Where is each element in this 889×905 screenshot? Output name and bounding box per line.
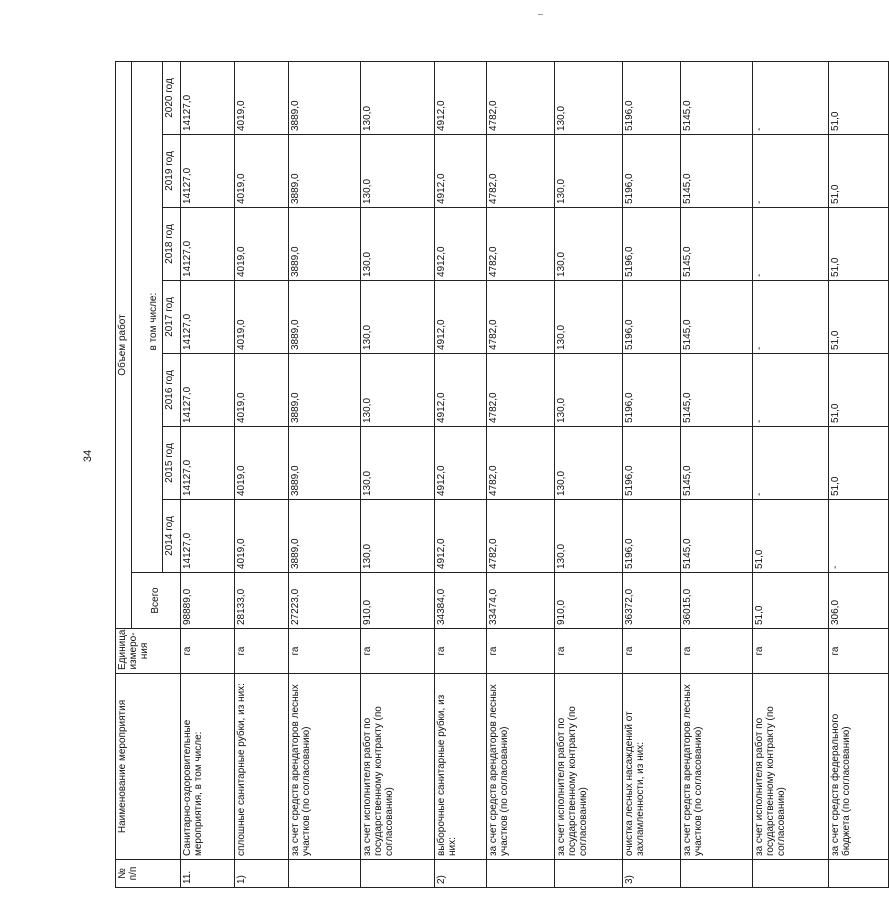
rotated-table-container [115,62,853,888]
row-number [555,860,623,888]
row-year-value: 51,0 [829,208,889,281]
row-name: за счет средств федерального бюджета (по согласованию) [829,674,889,860]
row-unit: га [361,629,435,674]
header-incl: в том числе: [147,61,163,353]
row-unit: га [555,629,623,674]
row-year-value: 3889,0 [289,281,361,354]
header-year: 2019 год [163,135,181,208]
row-unit: га [829,629,889,674]
row-year-value: 4019,0 [235,208,289,281]
row-year-value: 14127,0 [181,281,235,354]
row-year-value: 4912,0 [435,427,487,500]
row-year-value: 4912,0 [435,281,487,354]
row-number [361,860,435,888]
row-name: за счет средств арендаторов лесных участков (по согласованию) [487,674,555,860]
header-volume: Объем работ [116,61,132,628]
row-year-value: - [753,208,829,281]
row-year-value: - [753,354,829,427]
row-year-value: 130,0 [555,135,623,208]
row-year-value: 3889,0 [289,135,361,208]
row-name: очистка лесных насаждений от захламленности, из них: [623,674,681,860]
row-year-value: 5196,0 [623,61,681,134]
table-row [361,61,435,887]
row-total: 28133,0 [235,573,289,629]
row-year-value: 5196,0 [623,281,681,354]
header-year: 2020 год [163,61,181,134]
scan-mark [538,14,543,15]
row-year-value: 51,0 [829,427,889,500]
row-year-value: 3889,0 [289,354,361,427]
row-year-value: 4019,0 [235,500,289,573]
row-year-value: 14127,0 [181,354,235,427]
table-row [235,61,289,887]
row-year-value: 14127,0 [181,208,235,281]
table-row [555,61,623,887]
row-year-value: 4019,0 [235,61,289,134]
row-year-value: 130,0 [555,427,623,500]
row-year-value: 5145,0 [681,281,753,354]
table-row [829,61,889,887]
header-blank [147,354,163,573]
header-name: Наименование мероприятия [116,674,181,860]
row-year-value: 3889,0 [289,61,361,134]
table-row [435,61,487,887]
row-year-value: 4019,0 [235,135,289,208]
row-year-value: 5145,0 [681,500,753,573]
header-unit: Единица измеро-ния [116,629,181,674]
row-number [681,860,753,888]
row-year-value: 51,0 [829,61,889,134]
row-name: за счет средств арендаторов лесных участков (по согласованию) [681,674,753,860]
row-total: 36372,0 [623,573,681,629]
row-number [829,860,889,888]
row-year-value: 4912,0 [435,208,487,281]
row-year-value: 130,0 [361,208,435,281]
row-name: за счет исполнителя работ по государственному контракту (по согласованию) [361,674,435,860]
row-year-value: 14127,0 [181,61,235,134]
row-year-value: 5196,0 [623,427,681,500]
row-year-value: 4782,0 [487,208,555,281]
row-year-value: 3889,0 [289,208,361,281]
row-year-value: 4782,0 [487,500,555,573]
row-year-value: 3889,0 [289,500,361,573]
row-year-value: 4782,0 [487,354,555,427]
row-total: 33474,0 [487,573,555,629]
row-year-value: - [753,427,829,500]
row-total: 34384,0 [435,573,487,629]
row-year-value: 14127,0 [181,500,235,573]
row-year-value: 130,0 [555,61,623,134]
row-year-value: 130,0 [361,135,435,208]
row-year-value: 4912,0 [435,61,487,134]
row-year-value: 51,0 [829,281,889,354]
table-row [487,61,555,887]
header-year: 2016 год [163,354,181,427]
row-total: 98889,0 [181,573,235,629]
row-total: 910,0 [361,573,435,629]
row-number [753,860,829,888]
row-year-value: 5145,0 [681,427,753,500]
row-number: 2) [435,860,487,888]
row-number: 3) [623,860,681,888]
row-year-value: 4019,0 [235,281,289,354]
row-year-value: - [753,281,829,354]
row-year-value: 51,0 [753,500,829,573]
row-year-value: 3889,0 [289,427,361,500]
row-unit: га [487,629,555,674]
row-name: за счет исполнителя работ по государственному контракту (по согласованию) [753,674,829,860]
header-year: 2014 год [163,500,181,573]
row-year-value: - [753,61,829,134]
row-year-value: 4019,0 [235,354,289,427]
row-year-value: - [753,135,829,208]
row-year-value: 5145,0 [681,61,753,134]
activities-table [115,61,889,888]
header-year: 2018 год [163,208,181,281]
row-year-value: 14127,0 [181,135,235,208]
row-year-value: - [829,500,889,573]
header-total: Всего [132,573,181,629]
row-unit: га [181,629,235,674]
header-year: 2015 год [163,427,181,500]
row-year-value: 5196,0 [623,135,681,208]
row-year-value: 4782,0 [487,281,555,354]
row-unit: га [289,629,361,674]
row-year-value: 4912,0 [435,500,487,573]
row-unit: га [435,629,487,674]
table-body [181,61,889,887]
row-year-value: 5196,0 [623,354,681,427]
row-unit: га [753,629,829,674]
row-unit: га [235,629,289,674]
header-blank [132,61,148,572]
row-name: Санитарно-оздоровительные мероприятия, в том числе: [181,674,235,860]
row-year-value: 5196,0 [623,500,681,573]
row-year-value: 4782,0 [487,135,555,208]
header-no: № п/п [116,860,181,888]
row-unit: га [681,629,753,674]
row-year-value: 5145,0 [681,208,753,281]
row-year-value: 4912,0 [435,354,487,427]
row-year-value: 4912,0 [435,135,487,208]
row-number: 1) [235,860,289,888]
row-total: 27223,0 [289,573,361,629]
row-year-value: 130,0 [361,281,435,354]
row-year-value: 51,0 [829,135,889,208]
row-year-value: 130,0 [361,427,435,500]
row-year-value: 130,0 [361,61,435,134]
row-year-value: 130,0 [361,354,435,427]
row-year-value: 14127,0 [181,427,235,500]
table-row [289,61,361,887]
row-year-value: 130,0 [361,500,435,573]
row-number [289,860,361,888]
page-number: 34 [82,449,94,463]
row-year-value: 5145,0 [681,354,753,427]
row-year-value: 130,0 [555,208,623,281]
header-year: 2017 год [163,281,181,354]
row-year-value: 4782,0 [487,61,555,134]
row-total: 306,0 [829,573,889,629]
row-total: 910,0 [555,573,623,629]
row-unit: га [623,629,681,674]
row-year-value: 5145,0 [681,135,753,208]
row-year-value: 130,0 [555,500,623,573]
row-number: 11. [181,860,235,888]
table-row [623,61,681,887]
row-name: сплошные санитарные рубки, из них: [235,674,289,860]
row-year-value: 130,0 [555,281,623,354]
row-number [487,860,555,888]
table-row [753,61,829,887]
table-row [681,61,753,887]
row-total: 36015,0 [681,573,753,629]
row-year-value: 51,0 [829,354,889,427]
row-name: за счет исполнителя работ по государственному контракту (по согласованию) [555,674,623,860]
row-year-value: 4019,0 [235,427,289,500]
row-year-value: 5196,0 [623,208,681,281]
table-row [181,61,235,887]
row-name: выборочные санитарные рубки, из них: [435,674,487,860]
row-year-value: 130,0 [555,354,623,427]
row-name: за счет средств арендаторов лесных участков (по согласованию) [289,674,361,860]
row-total: 51,0 [753,573,829,629]
row-year-value: 4782,0 [487,427,555,500]
